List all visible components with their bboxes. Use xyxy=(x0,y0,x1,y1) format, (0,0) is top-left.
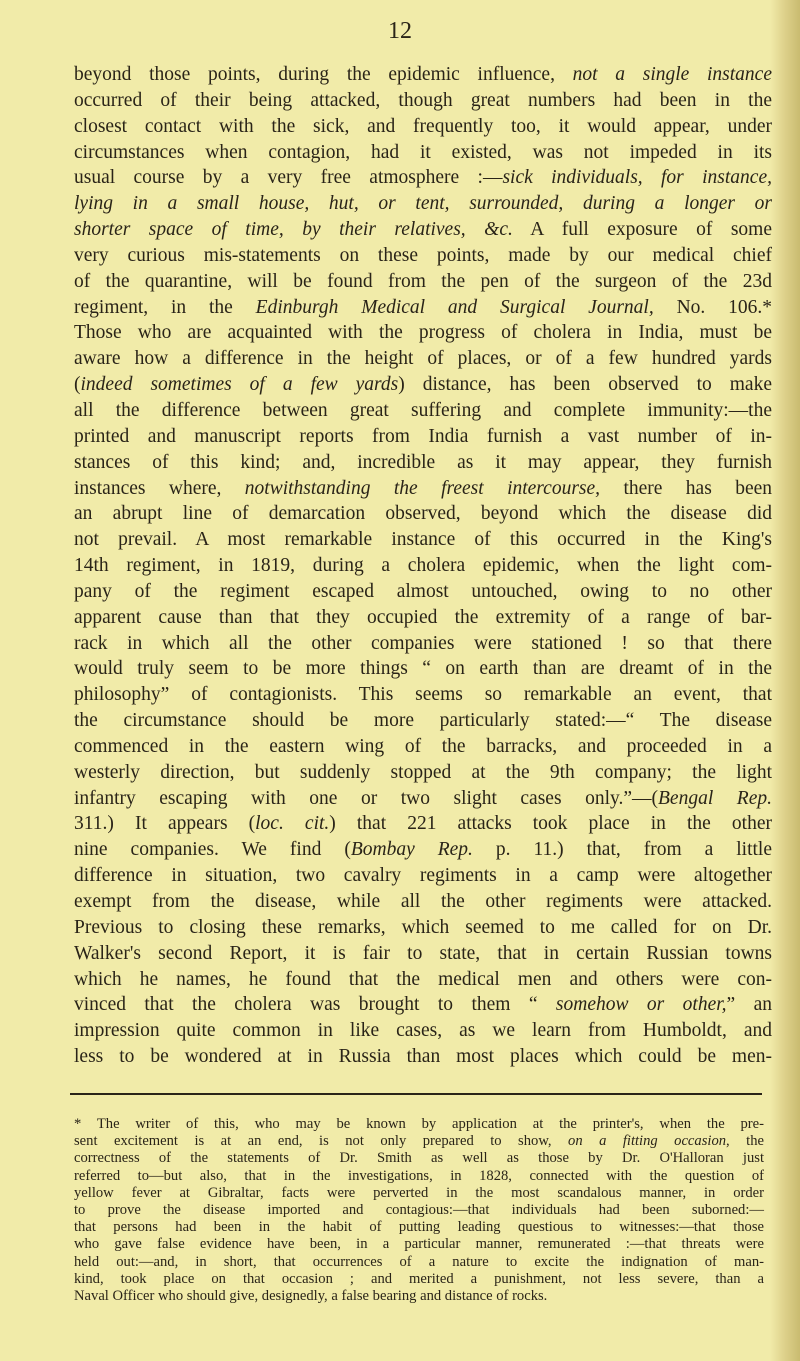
text-line xyxy=(74,889,772,915)
text-line xyxy=(74,605,772,631)
text-segment: nine companies. We find ( xyxy=(74,839,351,861)
text-segment: which he names, he found that the medical men and others were con- xyxy=(74,968,772,990)
text-segment: aware how a difference in the height of places, or of a few hundred yards xyxy=(74,348,772,370)
italic-text: Bombay Rep. xyxy=(350,839,473,861)
text-segment: yellow fever at Gibraltar, facts were perverted in the most scandalous manner, in order xyxy=(74,1184,764,1201)
text-line xyxy=(74,992,772,1018)
text-line xyxy=(74,915,772,941)
text-segment: of the quarantine, will be found from the pen of the surgeon of the 23d xyxy=(74,270,772,292)
text-line xyxy=(74,786,772,812)
text-line xyxy=(74,967,772,993)
text-line xyxy=(74,501,772,527)
text-segment: apparent cause than that they occupied the extremity of a range of bar- xyxy=(74,606,772,628)
text-segment: philosophy” of contagionists. This seems so remarkable an event, that xyxy=(74,684,772,706)
page-edge-shadow xyxy=(770,0,800,1361)
text-segment: circumstances when contagion, had it existed, was not impeded in its xyxy=(74,141,772,163)
text-line xyxy=(74,1018,772,1044)
text-segment: pany of the regiment escaped almost untouched, owing to no other xyxy=(74,580,772,602)
italic-text: somehow or other, xyxy=(555,994,727,1016)
text-line xyxy=(74,398,772,424)
body-text xyxy=(74,62,772,1070)
text-segment: very curious mis-statements on these points, made by our medical chief xyxy=(74,244,772,266)
text-segment: kind, took place on that occasion ; and merited a punishment, not less severe, than a xyxy=(74,1270,764,1287)
italic-text: on a fitting occasion xyxy=(568,1133,727,1150)
text-line xyxy=(74,1133,764,1150)
italic-text: indeed sometimes of a few yards xyxy=(80,374,399,396)
text-line xyxy=(74,811,772,837)
text-line xyxy=(74,62,772,88)
text-line xyxy=(74,450,772,476)
text-segment: exempt from the disease, while all the other regiments were attacked. xyxy=(74,891,772,912)
text-segment: Naval Officer who should give, designedly, a false bearing and distance of rocks. xyxy=(74,1288,548,1305)
text-segment: * The writer of this, who may be known by application at the printer's, when the pre- xyxy=(74,1116,764,1132)
text-segment: impression quite common in like cases, as we learn from Humboldt, and xyxy=(74,1020,772,1042)
text-segment: rack in which all the other companies were stationed ! so that there xyxy=(74,632,772,654)
text-line xyxy=(74,1236,764,1253)
text-line xyxy=(74,1185,764,1202)
text-line xyxy=(74,165,772,191)
text-segment: held out:—and, in short, that occurrences of a nature to excite the indignation of man- xyxy=(74,1253,764,1270)
text-segment: No. 106.* xyxy=(653,296,772,318)
text-segment: usual course by a very free atmosphere :— xyxy=(74,167,503,189)
text-line xyxy=(74,1288,764,1305)
text-line xyxy=(74,734,772,760)
text-line xyxy=(74,1150,764,1167)
text-segment: occurred of their being attacked, though great numbers had been in the xyxy=(74,89,772,111)
text-line xyxy=(74,579,772,605)
text-segment: stances of this kind; and, incredible as it may appear, they furnish xyxy=(74,451,772,473)
text-segment: p. 11.) that, from a little xyxy=(472,839,772,861)
italic-text: shorter space of time, by their relatives, &c. xyxy=(74,219,513,241)
text-line xyxy=(74,941,772,967)
text-segment: the circumstance should be more particularly stated:—“ The disease xyxy=(74,710,772,732)
text-line xyxy=(74,527,772,553)
italic-text: lying in a small house, hut, or tent, surrounded, during a longer or xyxy=(74,193,772,215)
text-segment: Previous to closing these remarks, which seemed to me called for on Dr. xyxy=(74,916,772,938)
text-line xyxy=(74,837,772,863)
text-segment: printed and manuscript reports from India furnish a vast number of in- xyxy=(74,425,772,447)
text-segment: difference in situation, two cavalry regiments in a camp were altogether xyxy=(74,865,772,887)
text-line xyxy=(74,1219,764,1236)
text-line xyxy=(74,243,772,269)
italic-text: sick individuals, for instance, xyxy=(502,167,772,189)
page-number: 12 xyxy=(388,18,412,44)
text-segment: sent excitement is at an end, is not only prepared to show, xyxy=(74,1133,569,1150)
text-segment: correctness of the statements of Dr. Smith as well as those by Dr. O'Halloran just xyxy=(74,1150,764,1167)
text-segment: to prove the disease imported and contagious:—that individuals had been suborned:— xyxy=(74,1202,764,1219)
text-segment: regiment, in the xyxy=(74,296,256,318)
text-segment: ) that 221 attacks took place in the other xyxy=(329,813,772,835)
text-line xyxy=(74,476,772,502)
text-line xyxy=(74,656,772,682)
text-line xyxy=(74,424,772,450)
text-line xyxy=(74,863,772,889)
text-line xyxy=(74,114,772,140)
text-segment: ) distance, has been observed to make xyxy=(398,374,772,396)
italic-text: not a single instance xyxy=(572,64,772,85)
text-segment: , the xyxy=(726,1133,764,1150)
italic-text: Edinburgh Medical and Surgical Journal, xyxy=(255,296,654,318)
text-segment: ( xyxy=(74,374,81,396)
italic-text: loc. cit. xyxy=(255,813,330,835)
text-segment: less to be wondered at in Russia than most places which could be men- xyxy=(74,1046,772,1068)
text-line xyxy=(74,269,772,295)
text-segment: Walker's second Report, it is fair to state, that in certain Russian towns xyxy=(74,942,772,964)
text-line xyxy=(74,372,772,398)
text-line xyxy=(74,346,772,372)
text-segment: all the difference between great suffering and complete immunity:—the xyxy=(74,399,772,421)
text-segment: closest contact with the sick, and frequently too, it would appear, under xyxy=(74,115,772,137)
text-line xyxy=(74,631,772,657)
text-segment: A full exposure of some xyxy=(512,219,772,241)
text-segment: there has been xyxy=(600,477,772,499)
text-line xyxy=(74,320,772,346)
text-line xyxy=(74,1168,764,1185)
text-segment: referred to—but also, that in the investigations, in 1828, connected with the question of xyxy=(74,1167,764,1184)
text-line xyxy=(74,217,772,243)
text-segment: an abrupt line of demarcation observed, beyond which the disease did xyxy=(74,503,772,525)
text-line xyxy=(74,760,772,786)
text-line xyxy=(74,1116,764,1133)
text-line xyxy=(74,191,772,217)
text-segment: who gave false evidence have been, in a particular manner, remunerated :—that threats were xyxy=(74,1236,764,1253)
text-line xyxy=(74,1271,764,1288)
text-line xyxy=(74,1202,764,1219)
text-segment: infantry escaping with one or two slight cases only.”—( xyxy=(74,787,659,809)
text-line xyxy=(74,88,772,114)
text-segment: westerly direction, but suddenly stopped at the 9th company; the light xyxy=(74,761,772,783)
text-segment: instances where, xyxy=(74,477,245,499)
text-segment: 311.) It appears ( xyxy=(74,813,256,835)
text-line xyxy=(74,553,772,579)
text-line xyxy=(74,708,772,734)
text-segment: commenced in the eastern wing of the barracks, and proceeded in a xyxy=(74,735,772,757)
footnote xyxy=(74,1116,764,1305)
italic-text: Bengal Rep. xyxy=(658,787,772,809)
text-line xyxy=(74,1254,764,1271)
text-segment: that persons had been in the habit of putting leading questious to witnesses:—that those xyxy=(74,1219,764,1236)
text-line xyxy=(74,140,772,166)
text-line xyxy=(74,1044,772,1070)
text-segment: 14th regiment, in 1819, during a cholera epidemic, when the light com- xyxy=(74,555,772,577)
footnote-divider xyxy=(70,1093,762,1095)
italic-text: notwithstanding the freest intercourse, xyxy=(244,477,601,499)
text-segment: vinced that the cholera was brought to them “ xyxy=(74,994,556,1016)
text-line xyxy=(74,682,772,708)
text-segment: ” an xyxy=(726,994,773,1016)
text-segment: beyond those points, during the epidemic influence, xyxy=(74,64,573,85)
text-segment: Those who are acquainted with the progress of cholera in India, must be xyxy=(74,322,772,344)
text-segment: would truly seem to be more things “ on earth than are dreamt of in the xyxy=(74,658,772,680)
text-line xyxy=(74,295,772,321)
text-segment: not prevail. A most remarkable instance of this occurred in the King's xyxy=(74,529,772,551)
